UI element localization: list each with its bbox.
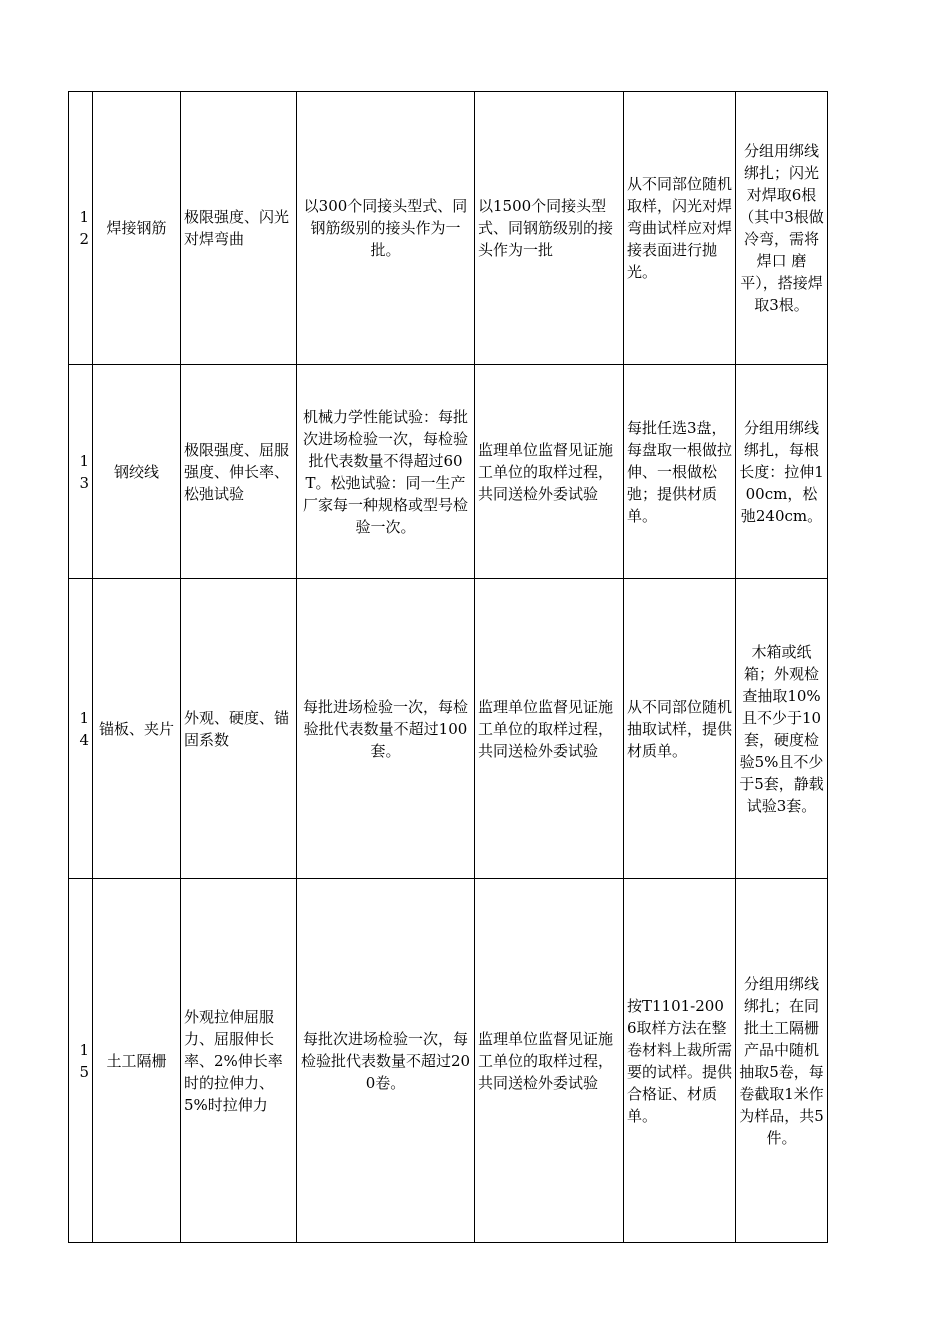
material-name: 钢绞线 [93,365,181,579]
material-name: 锚板、夹片 [93,579,181,879]
notes: 分组用绑线绑扎；在同批土工隔栅产品中随机抽取5卷，每卷截取1米作为样品，共5件。 [736,879,828,1243]
supervision: 监理单位监督见证施工单位的取样过程，共同送检外委试验 [475,579,624,879]
notes: 分组用绑线绑扎，每根长度：拉伸100cm，松弛240cm。 [736,365,828,579]
table-row [69,579,828,879]
material-testing-table [68,91,828,1243]
test-items: 极限强度、闪光对焊弯曲 [181,92,297,365]
batch-rule: 机械力学性能试验：每批次进场检验一次，每检验批代表数量不得超过60T。松弛试验：同一生产厂家每一种规格或型号检验一次。 [297,365,475,579]
test-items: 外观、硬度、锚固系数 [181,579,297,879]
material-name: 焊接钢筋 [93,92,181,365]
sampling-method: 每批任选3盘，每盘取一根做拉伸、一根做松弛；提供材质单。 [624,365,736,579]
table-row [69,92,828,365]
material-name: 土工隔栅 [93,879,181,1243]
batch-rule: 每批次进场检验一次，每检验批代表数量不超过200卷。 [297,879,475,1243]
row-number: 14 [69,579,93,879]
table-row [69,365,828,579]
supervision: 监理单位监督见证施工单位的取样过程，共同送检外委试验 [475,365,624,579]
notes: 木箱或纸箱；外观检查抽取10%且不少于10套，硬度检验5%且不少于5套，静载试验3套。 [736,579,828,879]
test-items: 外观拉伸屈服力、屈服伸长率、2%伸长率时的拉伸力、5%时拉伸力 [181,879,297,1243]
supervision: 以1500个同接头型式、同钢筋级别的接头作为一批 [475,92,624,365]
sampling-method: 按T1101-2006取样方法在整卷材料上裁所需要的试样。提供合格证、材质单。 [624,879,736,1243]
row-number: 12 [69,92,93,365]
row-number: 13 [69,365,93,579]
sampling-method: 从不同部位随机抽取试样，提供材质单。 [624,579,736,879]
row-number: 15 [69,879,93,1243]
notes: 分组用绑线绑扎；闪光对焊取6根（其中3根做冷弯，需将焊口 磨平），搭接焊取3根。 [736,92,828,365]
batch-rule: 每批进场检验一次，每检验批代表数量不超过100套。 [297,579,475,879]
test-items: 极限强度、屈服强度、伸长率、松弛试验 [181,365,297,579]
batch-rule: 以300个同接头型式、同钢筋级别的接头作为一批。 [297,92,475,365]
table-row [69,879,828,1243]
supervision: 监理单位监督见证施工单位的取样过程，共同送检外委试验 [475,879,624,1243]
sampling-method: 从不同部位随机取样，闪光对焊弯曲试样应对焊接表面进行抛光。 [624,92,736,365]
